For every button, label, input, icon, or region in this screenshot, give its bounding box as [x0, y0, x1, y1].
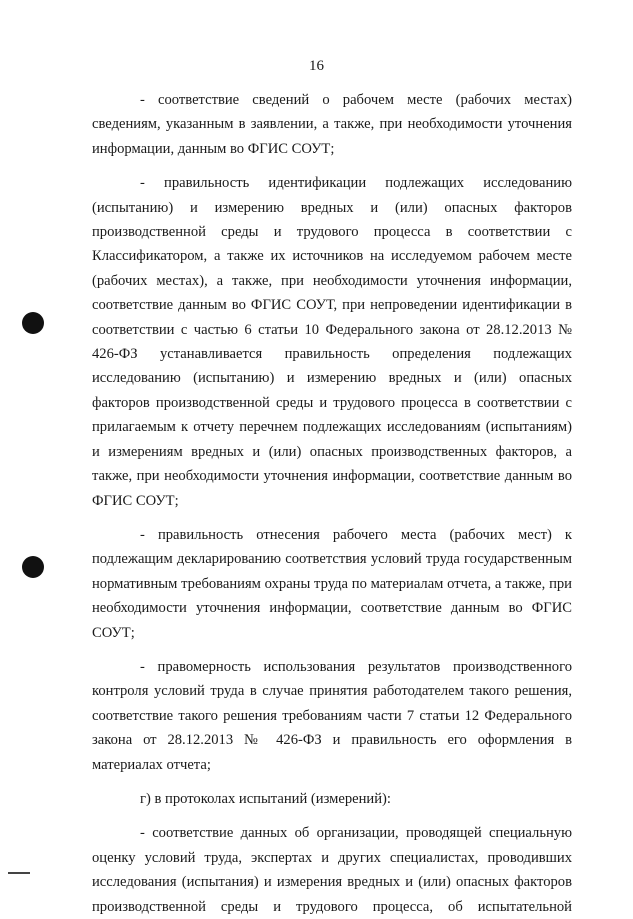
binder-hole-top — [22, 312, 44, 334]
scan-edge-mark — [8, 872, 30, 874]
paragraph-organization-data: - соответствие данных об организации, проводящей специальную оценку условий труда, экспертах и других специалистах, проводивших исследования (испытания) и измерения вредных и (или) опасных факторов производственной среды и трудового процесса, об испытательной — [92, 825, 572, 915]
binder-hole-bottom — [22, 556, 44, 578]
page-number: 16 — [309, 58, 324, 74]
paragraph-workplace-info: - соответствие сведений о рабочем месте (рабочих местах) сведениям, указанным в заявлении, а также, при необходимости уточнения информации, данным во ФГИС СОУТ; — [92, 92, 572, 157]
paragraph-declaration: - правильность отнесения рабочего места (рабочих мест) к подлежащим декларированию соответствия условий труда государственным нормативным требованиям охраны труда по материалам отчета, а также, при необходимости уточнения информации, соответствие данным во ФГИС СОУТ; — [92, 526, 572, 641]
document-body — [92, 88, 572, 919]
paragraph-test-protocols: г) в протоколах испытаний (измерений): — [140, 790, 391, 807]
paragraph-production-control: - правомерность использования результатов производственного контроля условий труда в случае принятия работодателем такого решения, соответствие такого решения требованиям части 7 статьи 12 Федерального закона от 28.12.2013 № 426-ФЗ и правильность его оформления в материалах отчета; — [92, 658, 572, 773]
paragraph-factor-identification: - правильность идентификации подлежащих исследованию (испытанию) и измерению вредных и (или) опасных факторов производственной среды и трудового процесса в соответствии с Классификатором, а также их источников на исследуемом рабочем месте (рабочих местах), а также, при необходимости уточнения информации, соответствие данным во ФГИС СОУТ, при непроведении идентификации в соответствии с частью 6 статьи 10 Федерального закона от 28.12.2013 № 426-ФЗ устанавливается правильность определения подлежащих исследованию (испытанию) и измерению вредных и (или) опасных факторов производственной среды и трудового процесса в соответствии с прилагаемым к отчету перечнем подлежащих исследованиям (испытаниям) и измерениям вредных и (или) опасных производственных факторов, а также, при необходимости уточнения информации, соответствие данным во ФГИС СОУТ; — [92, 175, 572, 509]
